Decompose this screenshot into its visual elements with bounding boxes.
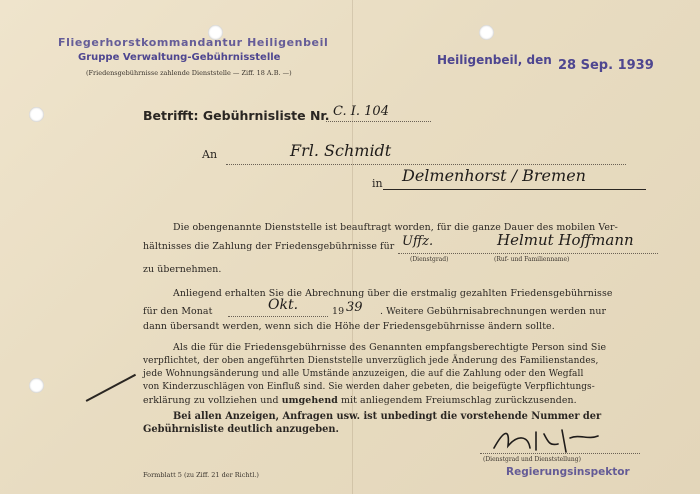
office-stamp-line1: Fliegerhorstkommandantur Heiligenbeil [58,36,329,49]
paragraph-3-line-5-suffix: mit anliegendem Freiumschlag zurückzusenden. [341,395,577,406]
paragraph-2-line-2-suffix: . Weitere Gebührnisabrechnungen werden nur [380,306,607,317]
in-label: in [372,177,383,190]
paragraph-3-emphasis: umgehend [281,395,338,406]
paragraph-3-line-4: von Kinderzuschlägen von Einfluß sind. Sie werden daher gebeten, die beigefügte Verpflichtungs- [143,382,595,392]
recipient-line [226,164,626,165]
year-prefix: 19 [332,306,345,317]
month-handwritten: Okt. [268,297,299,313]
date-stamp: 28 Sep. 1939 [558,58,654,73]
list-number: C. I. 104 [333,104,389,119]
punch-hole [29,107,44,122]
location-line [383,189,646,190]
signature-stamp: Regierungsinspektor [506,466,630,478]
paragraph-3-line-5 [143,395,577,406]
office-stamp-note: (Friedensgebührnisse zahlende Dienststelle — Ziff. 18 A.B. —) [86,69,292,77]
paragraph-2-line-3: dann übersandt werden, wenn sich die Höhe der Friedensgebührnisse ändern sollte. [143,321,555,332]
list-number-line [326,121,431,122]
paragraph-3-line-3: jede Wohnungsänderung und alle Umstände anzuzeigen, die auf die Zahlung oder den Wegfall [143,369,584,379]
place-date-stamp: Heiligenbeil, den [437,53,552,67]
paragraph-3-line-2: verpflichtet, der oben angeführten Dienststelle unverzüglich jede Änderung des Familienstandes, [143,356,599,366]
caption-rank: (Dienstgrad) [410,256,449,263]
form-note: Formblatt 5 (zu Ziff. 21 der Richtl.) [143,471,259,479]
paragraph-3-line-5-prefix: erklärung zu vollziehen und [143,395,279,406]
caption-name: (Ruf- und Familienname) [494,256,570,263]
punch-hole [479,25,494,40]
notice-line-2: Gebührnisliste deutlich anzugeben. [143,424,339,435]
year-handwritten: 39 [346,300,363,315]
subject-label: Betrifft: Gebührnisliste Nr. [143,108,330,123]
recipient-name: Frl. Schmidt [290,141,392,160]
paragraph-2-month-prefix: für den Monat [143,306,213,317]
paragraph-1-line-2: hältnisses die Zahlung der Friedensgebührnisse für [143,241,395,252]
name-handwritten: Helmut Hoffmann [497,231,634,249]
pen-stroke [86,374,136,402]
notice-line-1: Bei allen Anzeigen, Anfragen usw. ist unbedingt die vorstehende Nummer der [173,411,602,422]
paragraph-3-line-1: Als die für die Friedensgebührnisse des Genannten empfangsberechtigte Person sind Sie [173,342,607,353]
rank-handwritten: Uffz. [402,234,434,249]
paragraph-1-line-1: Die obengenannte Dienststelle ist beauftragt worden, für die ganze Dauer des mobilen Ver- [173,222,618,233]
office-stamp-line2: Gruppe Verwaltung-Gebührnisstelle [78,52,281,63]
rank-name-line [398,253,658,254]
signature-line [480,453,640,454]
month-line [228,316,328,317]
recipient-location: Delmenhorst / Bremen [402,166,586,185]
paragraph-1-line-3: zu übernehmen. [143,264,222,275]
signature-caption: (Dienstgrad und Dienststellung) [483,456,581,463]
to-label: An [202,148,218,161]
punch-hole [29,378,44,393]
paragraph-2-line-1: Anliegend erhalten Sie die Abrechnung über die erstmalig gezahlten Friedensgebührnisse [173,288,613,299]
